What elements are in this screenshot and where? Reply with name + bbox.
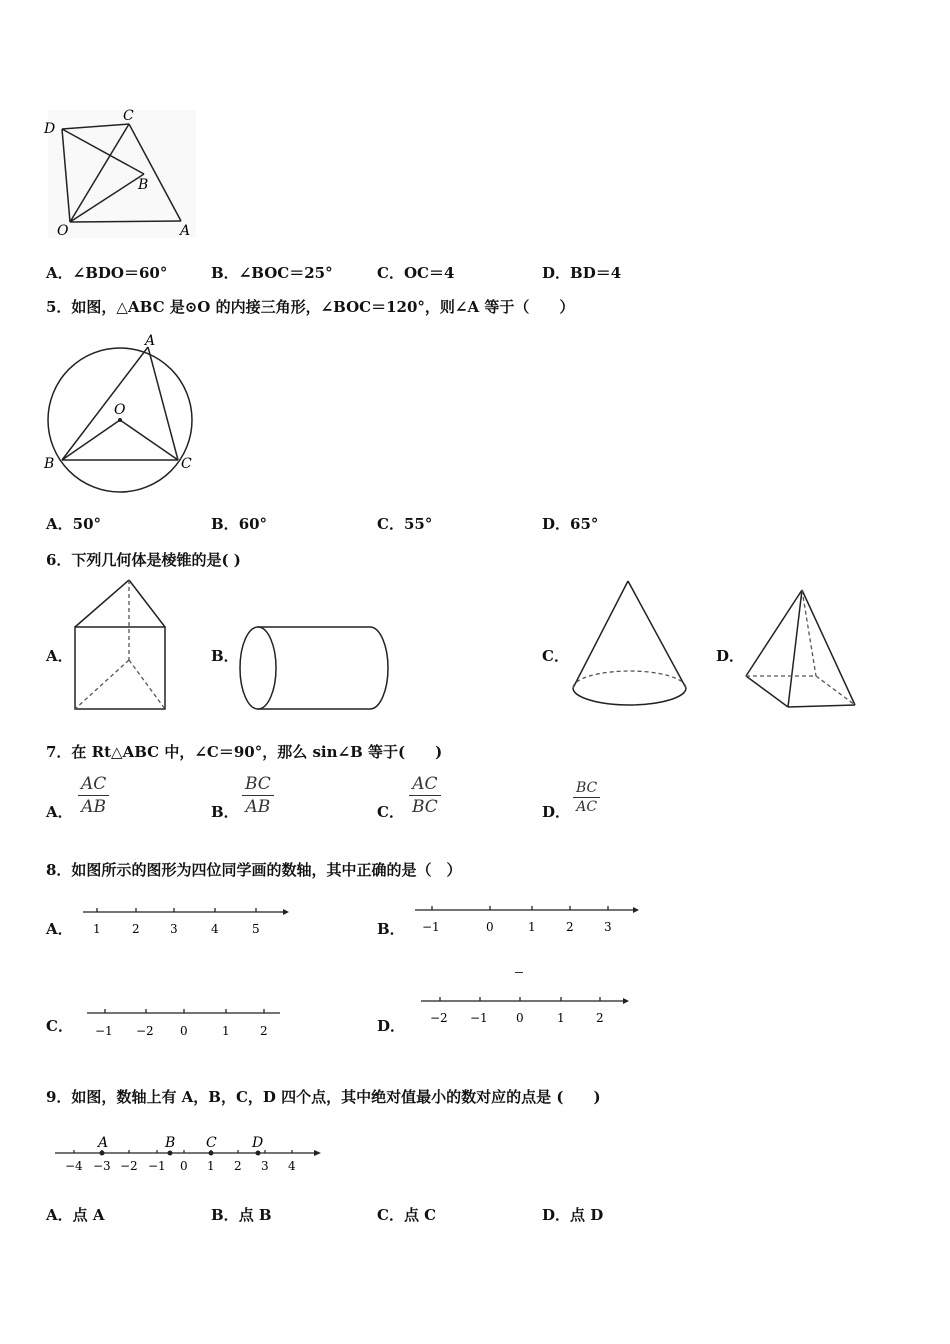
pyramid-hidden-base-right (816, 676, 855, 705)
cone-left-edge (573, 581, 628, 688)
q7-option-d-label[interactable]: D． (542, 803, 571, 821)
q8-option-d-label[interactable]: D． (377, 1017, 406, 1035)
point-c-dot (209, 1151, 214, 1156)
prism-hidden-right (129, 660, 165, 709)
option-label: B． (211, 647, 239, 665)
q6-option-c[interactable] (542, 645, 569, 666)
q7-option-d-fraction[interactable] (573, 779, 600, 816)
q6-pyramid-figure[interactable] (740, 584, 862, 712)
fraction-denominator: AC (576, 799, 598, 815)
q4-option-b[interactable] (211, 262, 333, 283)
q6-stem: 6．下列几何体是棱锥的是( ) (46, 551, 241, 569)
option-label: C． (542, 647, 569, 665)
tick-label: 0 (180, 1024, 188, 1038)
axis-arrow (314, 1150, 321, 1156)
q8-option-a-numberline[interactable] (80, 900, 292, 940)
tick-label: 1 (207, 1159, 215, 1173)
tick-label: 3 (170, 922, 178, 936)
prism-top-left-edge (75, 580, 129, 627)
q5-option-a[interactable] (46, 513, 101, 534)
axis-arrow (633, 907, 639, 913)
tick-label: 2 (596, 1011, 604, 1025)
option-text: ∠BOC＝25° (238, 264, 333, 282)
q6-cylinder-figure[interactable] (236, 622, 392, 716)
q4-label-a: A (180, 223, 191, 239)
q4-label-o: O (57, 223, 69, 239)
pyramid-base-left (746, 676, 788, 707)
q7-option-c-fraction[interactable] (409, 773, 441, 818)
q4-line-oa (70, 221, 181, 222)
fraction-denominator: AB (245, 797, 271, 817)
option-label: D． (542, 264, 571, 282)
q5-label-a: A (145, 333, 156, 349)
option-label: A． (46, 1206, 73, 1224)
q8-option-a-label[interactable]: A． (46, 920, 73, 938)
tick-label: 2 (566, 920, 574, 934)
option-label: D． (542, 515, 571, 533)
q9-option-a[interactable] (46, 1204, 105, 1225)
tick-label: 0 (516, 1011, 524, 1025)
q5-label-c: C (181, 456, 192, 472)
tick-label: 1 (557, 1011, 565, 1025)
option-text: 点 A (72, 1206, 105, 1224)
option-label: A． (46, 515, 73, 533)
option-text: BD＝4 (570, 264, 622, 282)
fraction-denominator: AB (81, 797, 107, 817)
q8-option-c-numberline[interactable] (84, 1005, 286, 1043)
point-a-dot (100, 1151, 105, 1156)
cylinder-right-face (370, 627, 388, 709)
fraction-numerator: BC (242, 773, 274, 796)
tick-label: 5 (252, 922, 260, 936)
q5-figure (40, 330, 210, 500)
option-text: OC＝4 (403, 264, 455, 282)
fraction-denominator: BC (412, 797, 438, 817)
q4-option-d[interactable] (542, 262, 621, 283)
cylinder-left-face (240, 627, 276, 709)
q6-cone-figure[interactable] (568, 576, 694, 712)
q9-option-d[interactable] (542, 1204, 603, 1225)
q9-numberline (52, 1130, 328, 1176)
tick-label: −1 (470, 1011, 488, 1025)
prism-top-right-edge (129, 580, 165, 627)
q4-label-c: C (123, 108, 134, 124)
option-text: 60° (238, 515, 268, 533)
tick-label: −1 (148, 1159, 166, 1173)
tick-label: 3 (604, 920, 612, 934)
axis-arrow (623, 998, 629, 1004)
option-label: D． (716, 647, 745, 665)
option-label: B． (211, 1206, 239, 1224)
option-label: C． (377, 1206, 404, 1224)
q5-label-b: B (44, 456, 55, 472)
tick-label: 1 (222, 1024, 230, 1038)
stray-mark (515, 972, 523, 973)
tick-label: 2 (234, 1159, 242, 1173)
q4-option-a[interactable] (46, 262, 167, 283)
q6-prism-figure[interactable] (70, 576, 170, 714)
option-label: C． (377, 515, 404, 533)
tick-label: −3 (93, 1159, 111, 1173)
option-text: 65° (570, 515, 599, 533)
option-label: B． (211, 515, 239, 533)
tick-label: 2 (260, 1024, 268, 1038)
q9-option-b[interactable] (211, 1204, 272, 1225)
q7-option-b-label[interactable]: B． (211, 803, 239, 821)
prism-front-face (75, 627, 165, 709)
q4-figure (40, 105, 200, 240)
q5-stem: 5．如图，△ABC 是⊙O 的内接三角形，∠BOC＝120°，则∠A 等于（ ） (46, 298, 575, 316)
tick-label: 1 (528, 920, 536, 934)
q7-option-b-fraction[interactable] (242, 773, 274, 818)
pyramid-hidden-edge (802, 590, 816, 676)
option-label: D． (542, 1206, 571, 1224)
tick-label: 0 (180, 1159, 188, 1173)
q9-stem: 9．如图，数轴上有 A，B，C，D 四个点，其中绝对值最小的数对应的点是 ( ) (46, 1088, 601, 1106)
option-label: A． (46, 264, 73, 282)
q5-option-d[interactable] (542, 513, 598, 534)
q8-option-c-label[interactable]: C． (46, 1017, 73, 1035)
q5-option-b[interactable] (211, 513, 267, 534)
fraction-numerator: AC (78, 773, 109, 796)
q4-label-d: D (44, 121, 56, 137)
point-label-c: C (206, 1135, 217, 1151)
option-text: 点 C (403, 1206, 437, 1224)
point-b-dot (168, 1151, 173, 1156)
tick-label: −2 (430, 1011, 448, 1025)
tick-label: 1 (93, 922, 101, 936)
q7-option-c-label[interactable]: C． (377, 803, 404, 821)
q8-option-d-numberline[interactable] (418, 992, 634, 1030)
q7-option-a-fraction[interactable] (78, 773, 109, 818)
tick-label: −4 (65, 1159, 83, 1173)
option-text: 点 D (570, 1206, 604, 1224)
q4-label-b: B (138, 177, 149, 193)
fraction-numerator: BC (573, 779, 600, 798)
q5-option-c[interactable] (377, 513, 432, 534)
option-label: A． (46, 647, 73, 665)
option-text: 点 B (238, 1206, 272, 1224)
q6-option-a[interactable] (46, 645, 73, 666)
pyramid-base-front (788, 705, 855, 707)
q5-line-ob (62, 420, 120, 460)
q8-option-b-numberline[interactable] (410, 900, 642, 938)
tick-label: 3 (261, 1159, 269, 1173)
point-d-dot (256, 1151, 261, 1156)
q8-option-b-label[interactable]: B． (377, 920, 405, 938)
q4-option-c[interactable] (377, 262, 454, 283)
prism-hidden-left (75, 660, 129, 709)
cone-base-front (573, 688, 686, 705)
option-label: C． (377, 264, 404, 282)
tick-label: −2 (120, 1159, 138, 1173)
cone-right-edge (628, 581, 686, 688)
option-label: B． (211, 264, 239, 282)
option-text: 50° (72, 515, 102, 533)
tick-label: −2 (136, 1024, 154, 1038)
q5-label-o: O (114, 402, 126, 418)
q6-option-b[interactable] (211, 645, 239, 666)
q9-option-c[interactable] (377, 1204, 436, 1225)
tick-label: 4 (211, 922, 219, 936)
option-text: ∠BDO＝60° (72, 264, 168, 282)
tick-label: 4 (288, 1159, 296, 1173)
q5-center-dot (118, 418, 122, 422)
q7-stem: 7．在 Rt△ABC 中，∠C＝90°，那么 sin∠B 等于( ) (46, 743, 443, 761)
pyramid-edge-right (802, 590, 855, 705)
point-label-b: B (165, 1135, 176, 1151)
q7-option-a-label[interactable]: A． (46, 803, 73, 821)
tick-label: −1 (95, 1024, 113, 1038)
tick-label: 0 (486, 920, 494, 934)
fraction-numerator: AC (409, 773, 441, 796)
axis-arrow (283, 909, 289, 915)
q8-stem: 8．如图所示的图形为四位同学画的数轴，其中正确的是（ ） (46, 861, 462, 879)
point-label-a: A (98, 1135, 109, 1151)
tick-label: −1 (422, 920, 440, 934)
cone-base-hidden (573, 671, 686, 688)
option-text: 55° (403, 515, 433, 533)
tick-label: 2 (132, 922, 140, 936)
point-label-d: D (252, 1135, 264, 1151)
